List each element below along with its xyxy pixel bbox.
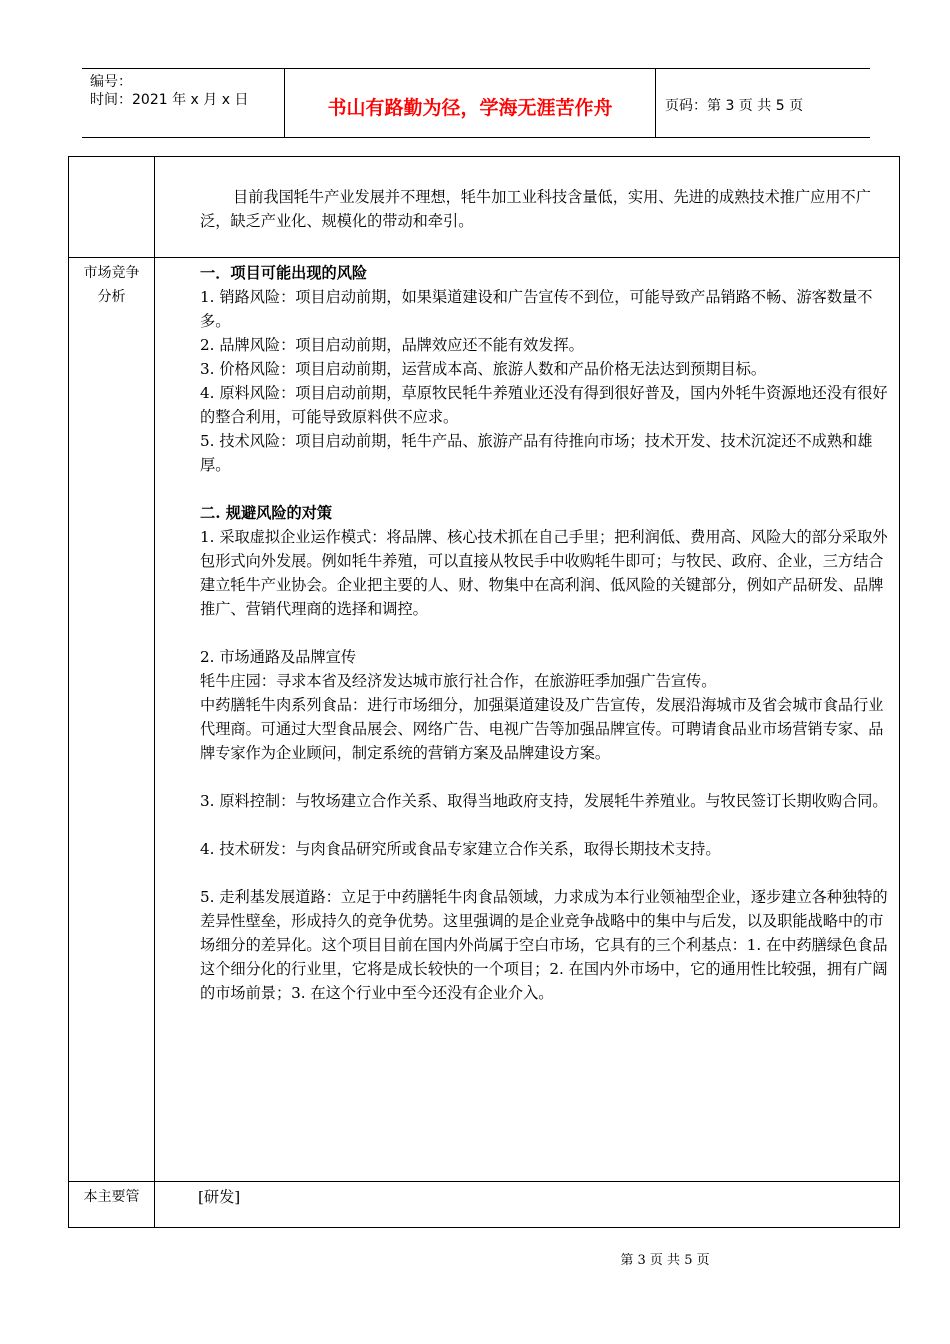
measure-1: 1. 采取虚拟企业运作模式：将品牌、核心技术抓在自己手里；把利润低、费用高、风险大的部分采取外包形式向外发展。例如牦牛养殖，可以直接从牧民手中收购牦牛即可；与牧民、政府、企业，三方结合建立牦牛产业协会。企业把主要的人、财、物集中在高利润、低风险的关键部分，例如产品研发、品牌推广、营销代理商的选择和调控。: [200, 528, 888, 618]
risk-item: 2. 品牌风险：项目启动前期，品牌效应还不能有效发挥。: [200, 336, 584, 354]
page-header: [82, 68, 870, 138]
page-info: 页码：第 3 页 共 5 页: [665, 98, 804, 114]
page-footer: [0, 1249, 950, 1268]
measure-3: 3. 原料控制：与牧场建立合作关系、取得当地政府支持，发展牦牛养殖业。与牧民签订长期收购合同。: [200, 792, 888, 810]
header-meta-cell: [82, 69, 284, 137]
risk-item: 1. 销路风险：项目启动前期，如果渠道建设和广告宣传不到位，可能导致产品销路不畅、游客数量不多。: [200, 288, 873, 330]
management-label: 本主要管: [83, 1189, 140, 1205]
footer-page-number: 第 3 页 共 5 页: [620, 1253, 710, 1268]
date-line: 时间：2021 年 x 月 x 日: [90, 92, 249, 108]
row-divider-1: [69, 257, 899, 258]
measure-4: 4. 技术研发：与肉食品研究所或食品专家建立合作关系，取得长期技术支持。: [200, 840, 721, 858]
motto-text: 书山有路勤为径，学海无涯苦作舟: [327, 97, 613, 119]
measure-2-title: 2. 市场通路及品牌宣传: [200, 648, 357, 666]
header-motto-cell: [284, 69, 656, 137]
measure-title: 二. 规避风险的对策: [200, 504, 333, 522]
column-divider: [154, 157, 155, 1227]
intro-cell: [200, 185, 894, 233]
risk-item: 3. 价格风险：项目启动前期，运营成本高、旅游人数和产品价格无法达到预期目标。: [200, 360, 767, 378]
number-label: 编号：: [90, 74, 132, 90]
management-cell: [198, 1185, 892, 1209]
header-page-cell: [655, 69, 870, 137]
content-table: [68, 156, 900, 1228]
market-label: 市场竞争分析: [83, 265, 140, 305]
row-divider-2: [69, 1181, 899, 1182]
measure-2-b: 中药膳牦牛肉系列食品：进行市场细分，加强渠道建设及广告宣传，发展沿海城市及省会城市食品行业代理商。可通过大型食品展会、网络广告、电视广告等加强品牌宣传。可聘请食品业市场营销专家、品牌专家作为企业顾问，制定系统的营销方案及品牌建设方案。: [200, 696, 884, 762]
intro-paragraph: 目前我国牦牛产业发展并不理想，牦牛加工业科技含量低，实用、先进的成熟技术推广应用不广泛，缺乏产业化、规模化的带动和牵引。: [200, 188, 871, 230]
market-cell: [200, 261, 894, 1005]
risk-title: 一．项目可能出现的风险: [200, 264, 368, 282]
measure-2-a: 牦牛庄园：寻求本省及经济发达城市旅行社合作，在旅游旺季加强广告宣传。: [200, 672, 717, 690]
measure-5: 5. 走利基发展道路：立足于中药膳牦牛肉食品领域，力求成为本行业领袖型企业，逐步建立各种独特的差异性壁垒，形成持久的竞争优势。这里强调的是企业竞争战略中的集中与后发，以及职能战略中的市场细分的差异化。这个项目目前在国内外尚属于空白市场，它具有的三个利基点：1. 在中药膳绿色食品这个细分化的行业里，它将是成长较快的一个项目；2. 在国内外市场中，它的通用性比较强，拥有广阔的市场前景；3. 在这个行业中至今还没有企业介入。: [200, 888, 888, 1002]
management-content: [研发]: [198, 1188, 241, 1206]
risk-item: 5. 技术风险：项目启动前期，牦牛产品、旅游产品有待推向市场；技术开发、技术沉淀还不成熟和雄厚。: [200, 432, 873, 474]
risk-item: 4. 原料风险：项目启动前期，草原牧民牦牛养殖业还没有得到很好普及，国内外牦牛资源地还没有很好的整合利用，可能导致原料供不应求。: [200, 384, 888, 426]
